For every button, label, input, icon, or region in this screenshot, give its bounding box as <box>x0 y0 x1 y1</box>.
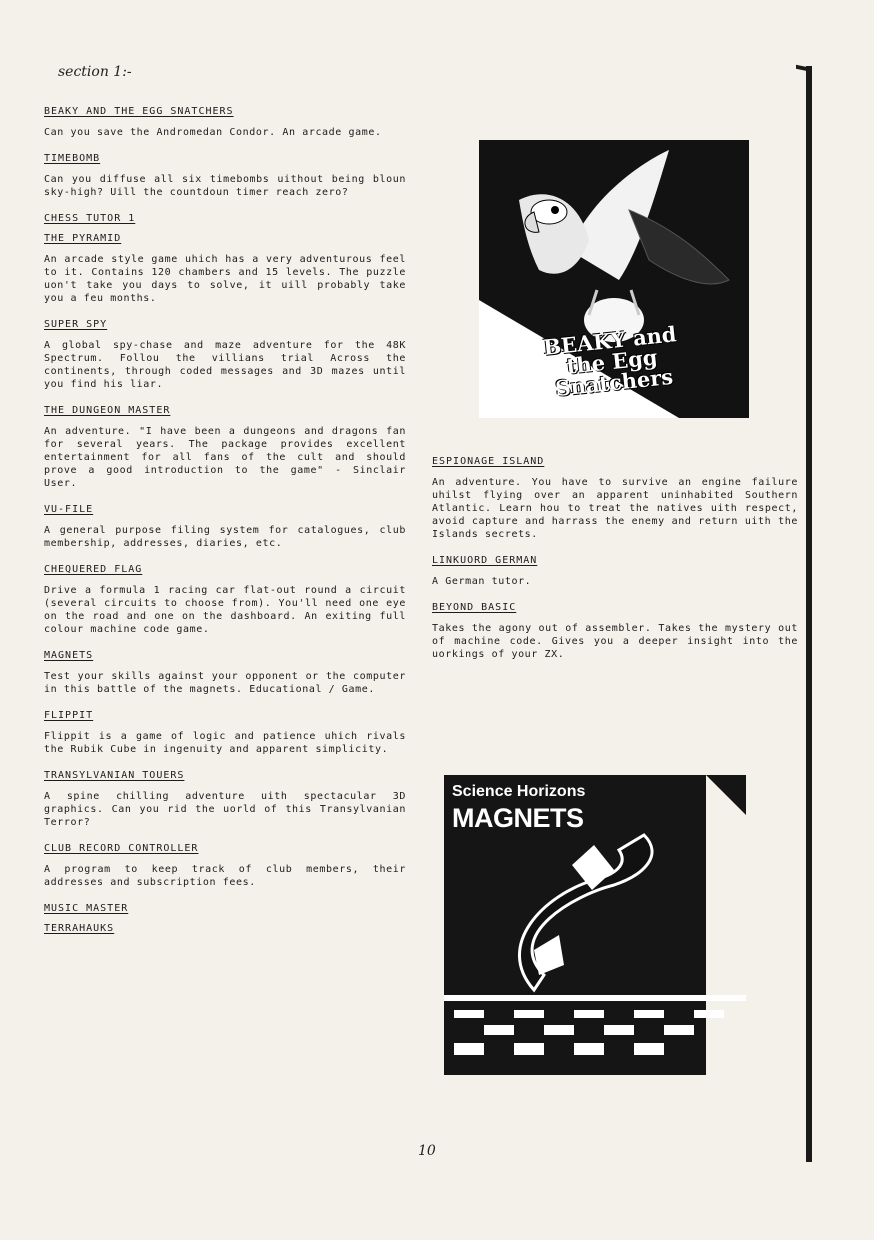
program-description: A German tutor. <box>432 576 532 587</box>
program-entry <box>44 405 406 490</box>
program-entry <box>44 843 406 889</box>
program-title: BEAKY AND THE EGG SNATCHERS <box>44 106 234 117</box>
program-entry <box>44 903 406 914</box>
program-title: MAGNETS <box>44 650 94 661</box>
program-title: FLIPPIT <box>44 710 94 721</box>
program-title: THE DUNGEON MASTER <box>44 405 171 416</box>
program-description: Test your skills against your opponent or the computer in this battle of the magnets. Educational / Game. <box>44 671 406 695</box>
program-title: CHEQUERED FLAG <box>44 564 143 575</box>
program-description: Can you diffuse all six timebombs uithout being bloun sky-high? Uill the countdoun timer reach zero? <box>44 174 406 198</box>
program-entry <box>44 319 406 391</box>
magnets-cover-title: MAGNETS <box>452 803 584 833</box>
program-description: Takes the agony out of assembler. Takes the mystery out of machine code. Gives you a deeper insight into the uorkings of your ZX. <box>432 623 798 660</box>
program-title: MUSIC MASTER <box>44 903 129 914</box>
program-entry <box>44 504 406 550</box>
program-entry <box>44 710 406 756</box>
program-entry <box>44 770 406 829</box>
program-description: An adventure. "I have been a dungeons and dragons fan for several years. The package provides excellent entertainment for all fans of the cult and should prove a good introduction to the game" - Sinclair User. <box>44 426 406 489</box>
program-description: An adventure. You have to survive an engine failure uhilst flying over an apparent uninhabited Southern Atlantic. Learn hou to treat the natives uith respect, avoid capture and harrass the enemy and return uith the Islands secrets. <box>432 477 798 540</box>
program-description: Drive a formula 1 racing car flat-out round a circuit (several circuits to choose from). You'll need one eye on the road and one on the dashboard. An exiting full colour machine code game. <box>44 585 406 635</box>
beaky-cover-image <box>479 140 749 418</box>
program-title: SUPER SPY <box>44 319 108 330</box>
program-description: A spine chilling adventure uith spectacular 3D graphics. Can you rid the uorld of this Transylvanian Terror? <box>44 791 406 828</box>
program-entry <box>44 153 406 199</box>
beaky-cover-logo: BEAKY and the Egg Snatchers <box>542 321 678 401</box>
program-entry <box>432 602 798 661</box>
program-entry <box>44 233 406 305</box>
right-column <box>432 456 798 675</box>
program-title: CLUB RECORD CONTROLLER <box>44 843 199 854</box>
program-entry <box>44 650 406 696</box>
program-title: LINKUORD GERMAN <box>432 555 538 566</box>
magnets-cover-image <box>444 775 746 1075</box>
program-entry <box>44 213 406 224</box>
magnets-publisher: Science Horizons <box>452 783 586 800</box>
program-entry <box>432 555 798 588</box>
program-title: VU-FILE <box>44 504 94 515</box>
program-entry <box>44 106 406 139</box>
program-description: A global spy-chase and maze adventure for the 48K Spectrum. Follou the villians trial Across the continents, through coded messages and 3D mazes until you find his liar. <box>44 340 406 390</box>
program-description: An arcade style game uhich has a very adventurous feel to it. Contains 120 chambers and 15 levels. The puzzle uon't take you days to solve, it uill probably take you a feu months. <box>44 254 406 304</box>
left-column <box>44 106 406 943</box>
program-title: THE PYRAMID <box>44 233 122 244</box>
program-description: A program to keep track of club members, their addresses and subscription fees. <box>44 864 406 888</box>
program-entry <box>44 923 406 934</box>
program-description: A general purpose filing system for catalogues, club membership, addresses, diaries, etc. <box>44 525 406 549</box>
program-title: CHESS TUTOR 1 <box>44 213 136 224</box>
column-rule <box>806 66 812 1162</box>
program-entry <box>44 564 406 636</box>
program-title: BEYOND BASIC <box>432 602 517 613</box>
program-title: TRANSYLVANIAN TOUERS <box>44 770 185 781</box>
program-title: TIMEBOMB <box>44 153 101 164</box>
page-number: 10 <box>418 1143 436 1159</box>
program-title: TERRAHAUKS <box>44 923 115 934</box>
program-title: ESPIONAGE ISLAND <box>432 456 545 467</box>
program-description: Can you save the Andromedan Condor. An arcade game. <box>44 127 382 138</box>
program-description: Flippit is a game of logic and patience uhich rivals the Rubik Cube in ingenuity and apparent simplicity. <box>44 731 406 755</box>
section-label: section 1:- <box>58 64 132 80</box>
program-entry <box>432 456 798 541</box>
